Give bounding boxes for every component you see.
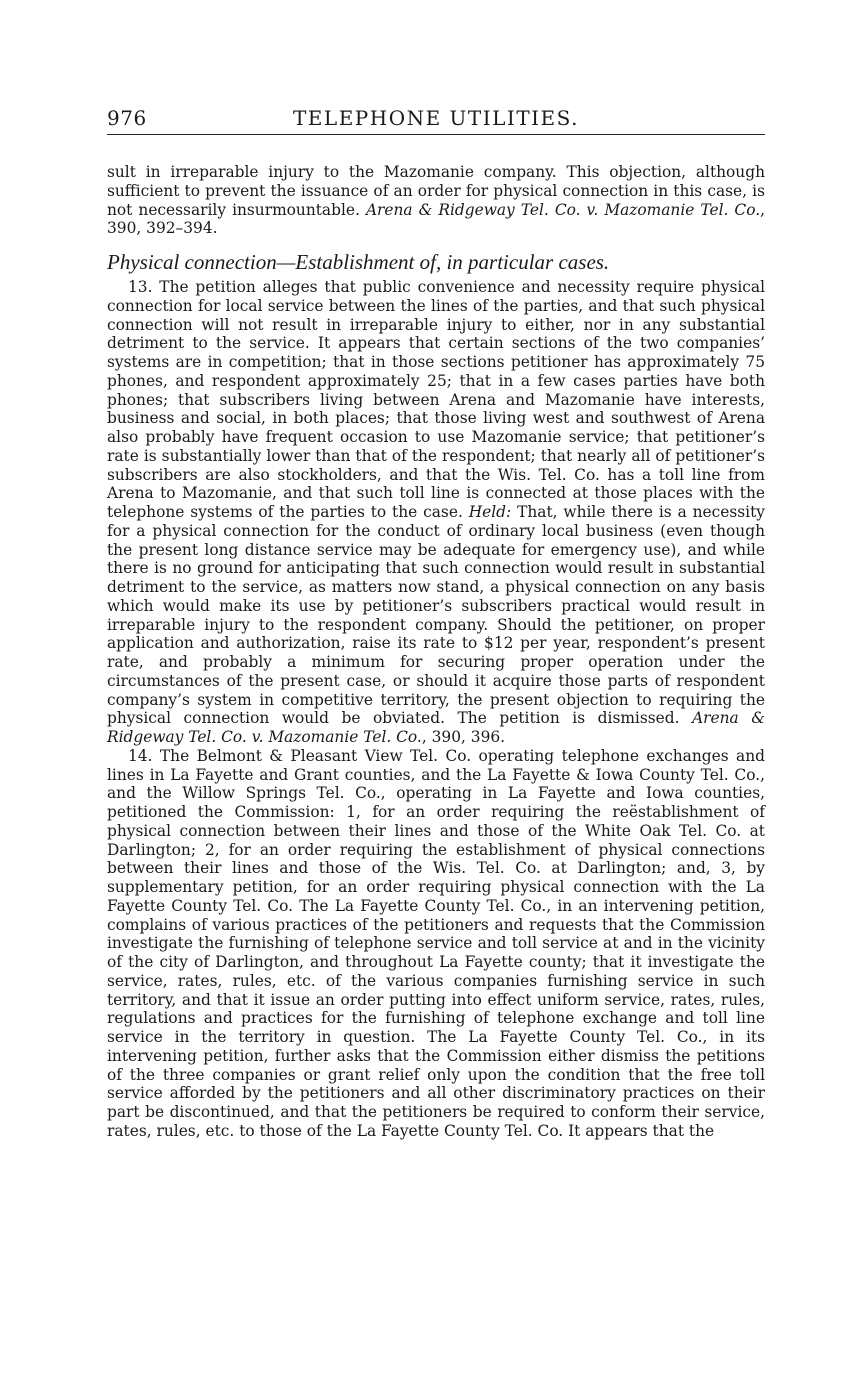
document-page	[107, 104, 765, 1141]
paragraph-14	[107, 747, 765, 1141]
section-heading: Physical connection—Establishment of, in particular cases.	[107, 250, 610, 274]
paragraph-13-text: 13. The petition alleges that public convenience and necessity require physical connection for local service between the lines of the parties, and that such physical connection will not result in irreparable injury to either, nor in any substantial detriment to the service. It appears that certain sections of the two companies’ systems are in competition; that in those sections petitioner has approximately 75 phones, and respondent approximately 25; that in a few cases parties have both phones; that subscribers living between Arena and Mazomanie have interests, business and social, in both places; that those living west and southwest of Arena also probably have frequent occasion to use Mazomanie service; that petitioner’s rate is substantially lower than that of the respondent; that nearly all of petitioner’s subscribers are also stockholders, and that the Wis. Tel. Co. has a toll line from Arena to Mazomanie, and that such toll line is connected at those places with the telephone systems of the parties to the case.	[107, 278, 765, 521]
page-number: 976	[107, 106, 147, 130]
running-head: TELEPHONE UTILITIES.	[292, 106, 580, 130]
paragraph-14-text: 14. The Belmont & Pleasant View Tel. Co. operating telephone exchanges and lines in La Fayette and Grant counties, and the La Fayette & Iowa County Tel. Co., and the Willow Springs Tel. Co., operating in La Fayette and Iowa counties, petitioned the Commission: 1, for an order requiring the reëstablishment of physical connection between their lines and those of the White Oak Tel. Co. at Darlington; 2, for an order requiring the establishment of physical connections between their lines and those of the Wis. Tel. Co. at Darlington; and, 3, by supplementary petition, for an order requiring physical connection with the La Fayette County Tel. Co. The La Fayette County Tel. Co., in an intervening petition, complains of various practices of the petitioners and requests that the Commission investigate the furnishing of telephone service and toll service at and in the vicinity of the city of Darlington, and throughout La Fayette county; that it investigate the service, rates, rules, etc. of the various companies furnishing service in such territory, and that it issue an order putting into effect uniform service, rates, rules, regulations and practices for the furnishing of telephone exchange and toll line service in the territory in question. The La Fayette County Tel. Co., in its intervening petition, further asks that the Commission either dismiss the petitions of the three companies or grant relief only upon the condition that the free toll service afforded by the petitioners and all other discriminatory practices on their part be discontinued, and that the petitioners be required to conform their service, rates, rules, etc. to those of the La Fayette County Tel. Co. It appears that the	[107, 746, 765, 1140]
paragraph-continuation-text: sult in irreparable injury to the Mazomanie company. This objection, although sufficient to prevent the issuance of an order for physical connection in this case, is not necessarily insurmountable.	[107, 163, 765, 219]
paragraph-13-holding: That, while there is a necessity for a physical connection for the conduct of ordinary local business (even though the present long distance service may be adequate for emergency use), and while there is no ground for anticipating that such connection would result in substantial detriment to the service, as matters now stand, a physical connection on any basis which would make its use by petitioner’s subscribers practical would result in irreparable injury to the respondent company. Should the petitioner, on proper application and authorization, raise its rate to $12 per year, respondent’s present rate, and probably a minimum for securing proper operation under the circumstances of the present case, or should it acquire those parts of respondent company’s system in competitive territory, the present objection to requiring the physical connection would be obviated. The petition is dismissed.	[107, 503, 765, 728]
case-citation: Arena & Ridgeway Tel. Co. v. Mazomanie Tel. Co.	[365, 200, 761, 219]
body-text	[107, 163, 765, 1141]
case-citation: Arena & Ridgeway Tel. Co. v. Mazomanie Tel. Co.	[107, 709, 765, 746]
paragraph-continuation	[107, 163, 765, 238]
page-header	[107, 104, 765, 135]
held-label: Held:	[468, 503, 512, 521]
citation-pages: , 390, 392–394.	[107, 200, 766, 238]
paragraph-13	[107, 278, 765, 747]
citation-pages: , 390, 396.	[421, 728, 506, 746]
